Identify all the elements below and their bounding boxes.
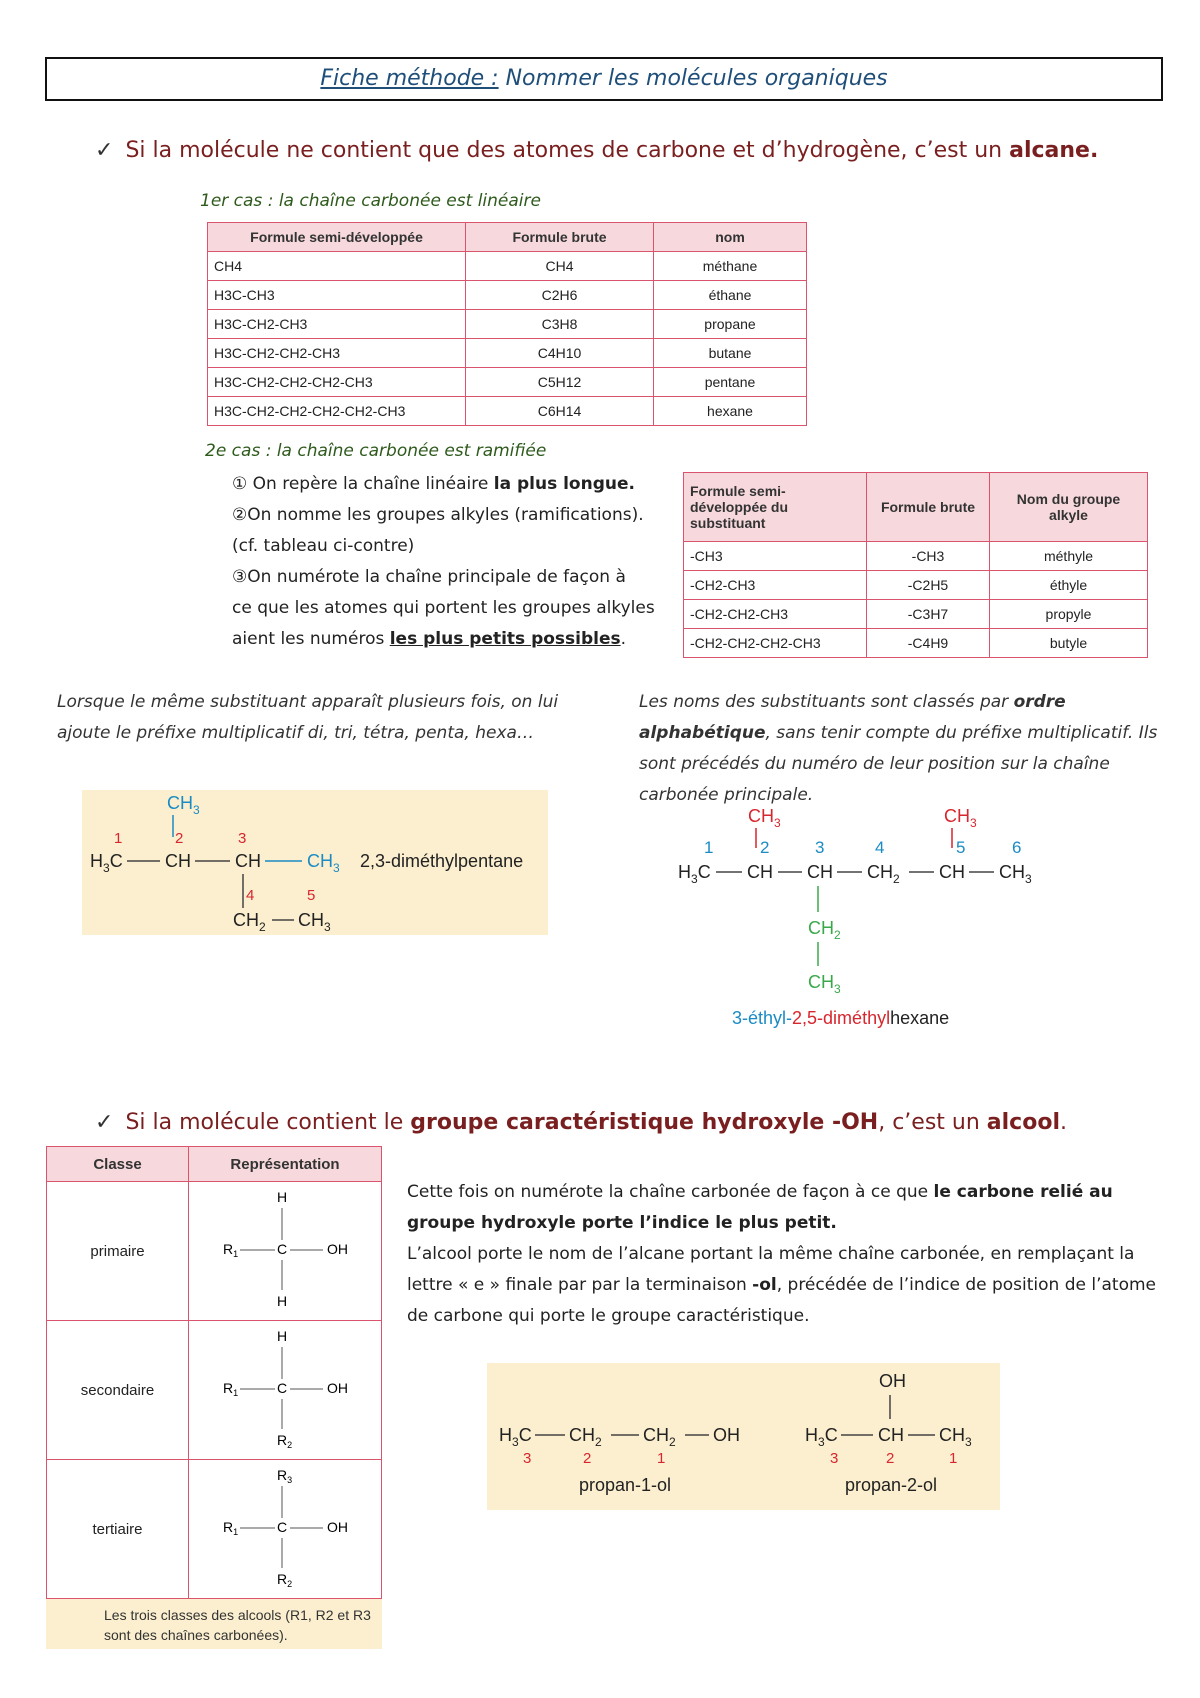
- alcool-rules: [407, 1177, 1157, 1332]
- mol1-name: 2,3-diméthylpentane: [360, 851, 524, 871]
- mol1-ch: CH: [165, 851, 191, 871]
- note-alpha-a: Les noms des substituants sont classés par: [639, 692, 1014, 712]
- table-cell: C3H8: [466, 310, 654, 339]
- table-cell: propane: [654, 310, 807, 339]
- table-row: [684, 542, 1148, 571]
- table-cell: méthane: [654, 252, 807, 281]
- ex2-ch3: $CH_3$: [939, 1425, 972, 1449]
- mol1-h3c: $H_3C$: [90, 851, 123, 875]
- step3-line1: ③On numérote la chaîne principale de façon à: [232, 567, 626, 587]
- alc-class: tertiaire: [47, 1460, 189, 1599]
- mol2-name-c: hexane: [890, 1008, 950, 1028]
- mol2-name-a: 3-éthyl-: [732, 1008, 793, 1028]
- table-cell: propyle: [990, 600, 1148, 629]
- table-cell: -C2H5: [867, 571, 990, 600]
- table-row: [684, 600, 1148, 629]
- bullet-alcool-b: groupe caractéristique hydroxyle -OH: [410, 1110, 879, 1135]
- molecule-ethyldimethylhexane: [672, 800, 1052, 1030]
- step3-bold: les plus petits possibles: [389, 629, 621, 649]
- table-cell: C2H6: [466, 281, 654, 310]
- mol2-ch2: $CH_2$: [867, 862, 900, 886]
- atom-label: C: [277, 1241, 288, 1257]
- atom-label: OH: [327, 1241, 348, 1257]
- table-cell: -C3H7: [867, 600, 990, 629]
- alcool-classes-table: [46, 1146, 382, 1599]
- mol2-ch: CH: [747, 862, 773, 882]
- bullet-alcool-d: alcool: [986, 1110, 1060, 1135]
- mol2-num: 2: [760, 838, 770, 857]
- mol2-num: 6: [1012, 838, 1022, 857]
- table-cell: éthyle: [990, 571, 1148, 600]
- ex2-h3c: $H_3C$: [805, 1425, 838, 1449]
- table-cell: H3C-CH2-CH3: [208, 310, 466, 339]
- mol2-num: 1: [704, 838, 714, 857]
- bullet-alcane: [95, 138, 1098, 163]
- alc-representation: [189, 1460, 382, 1599]
- alcool-text-c: L’alcool porte le nom de l’alcane portant la même chaîne carbonée, en remplaçant la lettre « e » finale par par la terminaison: [407, 1244, 1135, 1295]
- table-row: [47, 1321, 382, 1460]
- table-cell: CH4: [466, 252, 654, 281]
- table-row: [208, 281, 807, 310]
- mol2-name-b: 2,5-diméthyl: [792, 1008, 891, 1028]
- step1-text: ① On repère la chaîne linéaire: [232, 474, 494, 494]
- mol2-ch3-ethyl: $CH_3$: [808, 972, 841, 996]
- atom-label: OH: [327, 1519, 348, 1535]
- note-alpha-b: ordre alphabétique: [639, 692, 1066, 743]
- alc-representation: [189, 1321, 382, 1460]
- mol2-ch: CH: [939, 862, 965, 882]
- mol2-num: 3: [815, 838, 825, 857]
- table-cell: -CH2-CH2-CH3: [684, 600, 867, 629]
- atom-label: H: [277, 1189, 288, 1205]
- check-icon: ✓: [95, 138, 114, 163]
- mol1-num: 2: [175, 830, 184, 847]
- table2-header: Formule brute: [867, 473, 990, 542]
- table-row: [47, 1460, 382, 1599]
- mol2-ch3-left: $CH_3$: [748, 806, 781, 830]
- steps-block: [232, 469, 682, 655]
- bullet-alcool-c: , c’est un: [878, 1110, 987, 1135]
- alc-representation: [189, 1182, 382, 1321]
- table-cell: -CH2-CH2-CH2-CH3: [684, 629, 867, 658]
- ex1-h3c: $H_3C$: [499, 1425, 532, 1449]
- bullet-alcool-e: .: [1060, 1110, 1067, 1135]
- ex2-ch: CH: [878, 1425, 904, 1445]
- mol2-ch3-end: $CH_3$: [999, 862, 1032, 886]
- example-left-name: propan-1-ol: [579, 1475, 672, 1495]
- table1-header: Formule semi-développée: [208, 223, 466, 252]
- check-icon: ✓: [95, 1110, 114, 1135]
- alkane-table: [207, 222, 807, 426]
- step2-text: ②On nomme les groupes alkyles (ramifications).: [232, 505, 644, 525]
- mol2-h3c: $H_3C$: [678, 862, 711, 886]
- atom-label: $R_1$: [223, 1380, 239, 1398]
- alcool-text-e: , précédée de l’indice de position de l’atome de carbone qui porte le groupe caractéristique.: [407, 1275, 1156, 1326]
- page-title: [45, 57, 1163, 101]
- atom-label: $R_1$: [223, 1241, 239, 1259]
- alkyl-table: [683, 472, 1148, 658]
- ex-num: 2: [583, 1450, 592, 1467]
- table2-header: Formule semi-développée du substituant: [684, 473, 867, 542]
- table-cell: -CH2-CH3: [684, 571, 867, 600]
- table-row: [208, 368, 807, 397]
- atom-label: C: [277, 1380, 288, 1396]
- table-cell: C5H12: [466, 368, 654, 397]
- bullet-alcool: [95, 1110, 1067, 1135]
- tertiary-structure: [195, 1462, 375, 1592]
- mol1-num: 5: [307, 887, 316, 904]
- table-cell: C6H14: [466, 397, 654, 426]
- ex1-oh: OH: [713, 1425, 740, 1445]
- step1-bold: la plus longue.: [493, 474, 635, 494]
- mol2-ch: CH: [807, 862, 833, 882]
- table2-header: Nom du groupe alkyle: [990, 473, 1148, 542]
- table-row: [208, 339, 807, 368]
- table1-header: nom: [654, 223, 807, 252]
- mol1-ch3-bottom: $CH_3$: [298, 910, 331, 934]
- atom-label: H: [277, 1293, 288, 1309]
- mol1-num: 1: [114, 830, 123, 847]
- ex-num: 2: [886, 1450, 895, 1467]
- atom-label: $R_1$: [223, 1519, 239, 1537]
- alcool-caption: Les trois classes des alcools (R1, R2 et R3 sont des chaînes carbonées).: [46, 1599, 382, 1649]
- table-cell: H3C-CH2-CH2-CH3: [208, 339, 466, 368]
- table-cell: méthyle: [990, 542, 1148, 571]
- atom-label: OH: [327, 1380, 348, 1396]
- alc-header: Représentation: [189, 1147, 382, 1182]
- bullet-alcane-bold: alcane.: [1009, 138, 1099, 163]
- atom-label: H: [277, 1328, 288, 1344]
- case2-label: 2e cas : la chaîne carbonée est ramifiée: [205, 441, 547, 461]
- molecule2-drawing: [672, 800, 1052, 1030]
- ex-num: 3: [523, 1450, 532, 1467]
- atom-label: $R_2$: [277, 1432, 293, 1450]
- alcool-examples: [487, 1363, 1000, 1510]
- case1-label: 1er cas : la chaîne carbonée est linéaire: [200, 191, 541, 211]
- table-cell: éthane: [654, 281, 807, 310]
- note-multiplicative: Lorsque le même substituant apparaît plusieurs fois, on lui ajoute le préfixe multiplicatif di, tri, tétra, penta, hexa…: [57, 692, 559, 743]
- table-cell: butane: [654, 339, 807, 368]
- note-alphabetical: [639, 687, 1159, 811]
- alcool-examples-drawing: [487, 1363, 1000, 1510]
- note-alpha-c: , sans tenir compte du préfixe multiplicatif. Ils sont précédés du numéro de leur position sur la chaîne carbonée principale.: [639, 723, 1158, 805]
- mol2-name: [732, 1008, 949, 1028]
- alc-class: secondaire: [47, 1321, 189, 1460]
- table-cell: -C4H9: [867, 629, 990, 658]
- example-right-name: propan-2-ol: [845, 1475, 938, 1495]
- mol1-ch2: $CH_2$: [233, 910, 266, 934]
- mol2-ch2-ethyl: $CH_2$: [808, 918, 841, 942]
- mol1-ch3-right: $CH_3$: [307, 851, 340, 875]
- table-cell: -CH3: [867, 542, 990, 571]
- mol1-ch: CH: [235, 851, 261, 871]
- table-cell: H3C-CH3: [208, 281, 466, 310]
- table-cell: -CH3: [684, 542, 867, 571]
- ex1-ch2: $CH_2$: [569, 1425, 602, 1449]
- table-row: [208, 252, 807, 281]
- ex-num: 1: [657, 1450, 666, 1467]
- table1-header: Formule brute: [466, 223, 654, 252]
- alcool-text-b: le carbone relié au groupe hydroxyle porte l’indice le plus petit.: [407, 1182, 1113, 1233]
- ex-num: 1: [949, 1450, 958, 1467]
- alc-class: primaire: [47, 1182, 189, 1321]
- step3-line3: aient les numéros: [232, 629, 390, 649]
- table-cell: butyle: [990, 629, 1148, 658]
- table-cell: C4H10: [466, 339, 654, 368]
- ex-num: 3: [830, 1450, 839, 1467]
- table-row: [684, 571, 1148, 600]
- mol2-num: 4: [875, 838, 885, 857]
- table-cell: CH4: [208, 252, 466, 281]
- table-cell: hexane: [654, 397, 807, 426]
- step3-line2: ce que les atomes qui portent les groupes alkyles: [232, 598, 655, 618]
- title-part2: Nommer les molécules organiques: [498, 66, 888, 91]
- table-row: [684, 629, 1148, 658]
- alcool-text-a: Cette fois on numérote la chaîne carbonée de façon à ce que: [407, 1182, 934, 1202]
- bullet-alcane-text: Si la molécule ne contient que des atomes de carbone et d’hydrogène, c’est un: [125, 138, 1010, 163]
- bullet-alcool-a: Si la molécule contient le: [125, 1110, 411, 1135]
- table-row: [208, 397, 807, 426]
- atom-label: $R_3$: [277, 1467, 293, 1485]
- atom-label: $R_2$: [277, 1571, 293, 1589]
- primary-structure: [195, 1184, 375, 1314]
- step2-note: (cf. tableau ci-contre): [232, 536, 415, 556]
- mol1-num: 4: [246, 887, 255, 904]
- mol2-ch3-right: $CH_3$: [944, 806, 977, 830]
- mol1-ch3-top: $CH_3$: [167, 793, 200, 817]
- table-row: [47, 1182, 382, 1321]
- atom-label: C: [277, 1519, 288, 1535]
- table-cell: H3C-CH2-CH2-CH2-CH2-CH3: [208, 397, 466, 426]
- molecule-dimethylpentane: [82, 790, 548, 935]
- alcool-classes-figure: [46, 1146, 382, 1652]
- alcool-text-d: -ol: [752, 1275, 777, 1295]
- ex2-oh: OH: [879, 1371, 906, 1391]
- molecule1-drawing: [82, 790, 548, 935]
- table-row: [208, 310, 807, 339]
- title-part1: Fiche méthode :: [320, 66, 499, 91]
- ex1-ch2: $CH_2$: [643, 1425, 676, 1449]
- table-cell: pentane: [654, 368, 807, 397]
- mol1-num: 3: [238, 830, 247, 847]
- mol2-num: 5: [956, 838, 966, 857]
- table-cell: H3C-CH2-CH2-CH2-CH3: [208, 368, 466, 397]
- alc-header: Classe: [47, 1147, 189, 1182]
- secondary-structure: [195, 1323, 375, 1453]
- step3-end: .: [620, 629, 627, 649]
